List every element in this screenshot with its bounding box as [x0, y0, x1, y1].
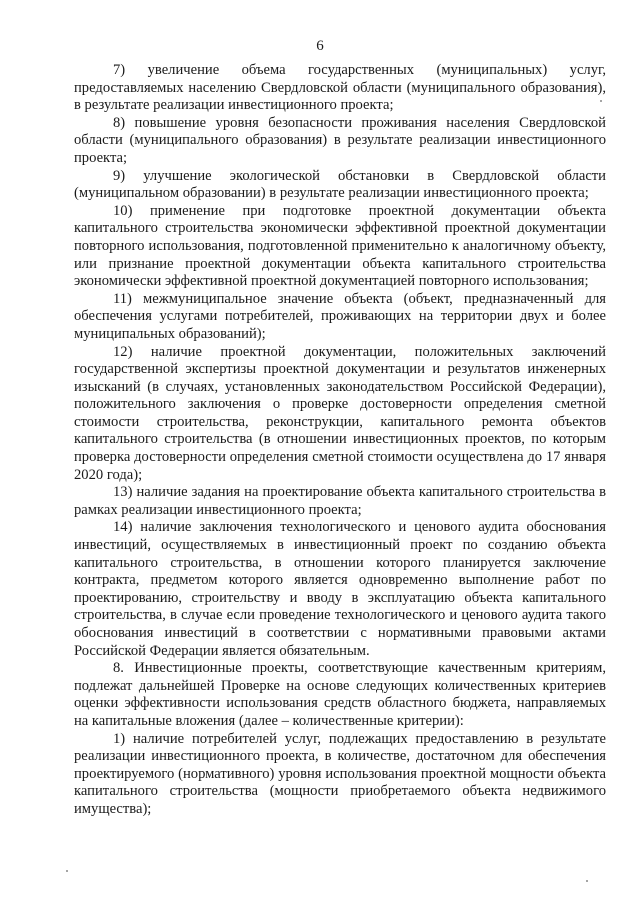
scan-speck [600, 100, 602, 102]
paragraph-item-13: 13) наличие задания на проектирование объекта капитального строительства в рамках реализации инвестиционного проекта; [74, 484, 606, 518]
page-number: 6 [316, 38, 324, 54]
paragraph-item-9: 9) улучшение экологической обстановки в Свердловской области (муниципальном образовании) в результате реализации инвестиционного проекта; [74, 167, 606, 202]
paragraph-item-12: 12) наличие проектной документации, положительных заключений государственной экспертизы проектной документации и результатов инженерных изысканий (в случаях, установленных законодательством Российской Федерации), положительного заключения о проверке достоверности определения сметной стоимости строительства, реконструкции, капитального ремонта объектов капитального строительства (в отношении инвестиционных проектов, по которым проверка достоверности определения сметной стоимости осуществлена до 17 января 2020 года); [74, 343, 606, 483]
scan-speck [586, 880, 588, 882]
scan-speck [66, 870, 68, 872]
paragraph-section-8: 8. Инвестиционные проекты, соответствующие качественным критериям, подлежат дальнейшей Проверке на основе следующих количественных критериев оценки эффективности использования средств областного бюджета, направляемых на капитальные вложения (далее – количественные критерии): [74, 660, 606, 729]
paragraph-item-8: 8) повышение уровня безопасности проживания населения Свердловской области (муниципального образования) в результате реализации инвестиционного проекта; [74, 114, 606, 166]
document-body [74, 62, 606, 819]
paragraph-item-10: 10) применение при подготовке проектной документации объекта капитального строительства экономически эффективной проектной документации повторного использования, подготовленной применительно к аналогичному объекту, или признание проектной документации объекта капитального строительства экономически эффективной проектной документацией повторного использования; [74, 202, 606, 290]
paragraph-item-14: 14) наличие заключения технологического и ценового аудита обоснования инвестиций, осуществляемых в инвестиционный проект по созданию объекта капитального строительства, в отношении которого планируется заключение контракта, предметом которого является одновременно выполнение работ по проектированию, строительству и вводу в эксплуатацию объекта капитального строительства, в случае если проведение технологического и ценового аудита такого обоснования инвестиций в соответствии с нормативными правовыми актами Российской Федерации является обязательным. [74, 519, 606, 659]
paragraph-item-11: 11) межмуниципальное значение объекта (объект, предназначенный для обеспечения услугами потребителей, проживающих на территории двух и более муниципальных образований); [74, 290, 606, 342]
paragraph-item-7: 7) увеличение объема государственных (муниципальных) услуг, предоставляемых населению Свердловской области (муниципального образования), в результате реализации инвестиционного проекта; [74, 62, 606, 114]
paragraph-criterion-1: 1) наличие потребителей услуг, подлежащих предоставлению в результате реализации инвестиционного проекта, в количестве, достаточном для обеспечения проектируемого (нормативного) уровня использования проектной мощности объекта капитального строительства (мощности приобретаемого объекта недвижимого имущества); [74, 730, 606, 817]
